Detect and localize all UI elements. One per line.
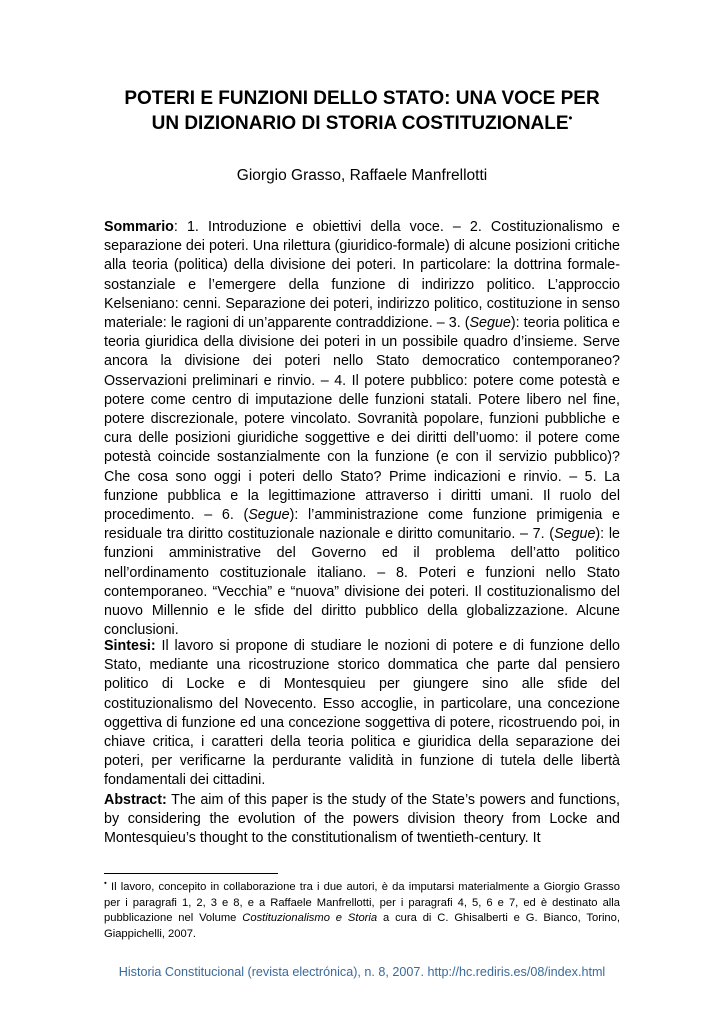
summary-label: Sommario	[104, 219, 174, 235]
summary-segue-1: Segue	[469, 315, 511, 332]
summary-segue-2: Segue	[248, 507, 290, 524]
page-title	[104, 86, 620, 136]
summary-text-1: : 1. Introduzione e obiettivi della voce. – 2. Costituzionalismo e separazione dei poteri. Una rilettura (giuridico-formale) di alcune posizioni critiche alla teoria (politica) della divisione dei poteri. In particolare: la dottrina formale-sostanziale e l’emergere della funzione di indirizzo politico. L’approccio Kelseniano: cenni. Separazione dei poteri, indirizzo politico, costituzione in senso materiale: le ragioni di un’apparente contraddizione. – 3. (	[104, 219, 620, 332]
summary-segue-3: Segue	[554, 526, 596, 543]
footnote-marker: •	[104, 878, 107, 888]
sintesi-label: Sintesi:	[104, 638, 156, 654]
footnote	[104, 880, 620, 942]
footnote-divider	[104, 873, 278, 874]
abstract-paragraph	[104, 791, 620, 849]
footnote-volume-title: Costituzionalismo e Storia	[242, 912, 378, 925]
summary-paragraph	[104, 218, 620, 640]
title-line-1: POTERI E FUNZIONI DELLO STATO: UNA VOCE PER	[124, 88, 600, 109]
footnote-text-2: a cura di C. Ghisalberti e G. Bianco, Torino, Giappichelli, 2007.	[104, 912, 620, 940]
authors: Giorgio Grasso, Raffaele Manfrellotti	[236, 167, 488, 184]
footnote-text-1: Il lavoro, concepito in collaborazione tra i due autori, è da imputarsi materialmente a Giorgio Grasso per i paragrafi 1, 2, 3 e 8, e a Raffaele Manfrellotti, per i paragrafi 4, 5, 6 e 7, ed è destinato alla pubblicazione nel Volume	[104, 881, 620, 925]
abstract-label: Abstract:	[104, 792, 167, 808]
title-note-marker[interactable]: •	[568, 112, 573, 125]
sintesi-text: Il lavoro si propone di studiare le nozioni di potere e di funzione dello Stato, mediante una ricostruzione storico dommatica che parte dal pensiero politico di Locke e di Montesquieu per giungere sino alle sfide del costituzionalismo del Novecento. Esso accoglie, in particolare, una concezione oggettiva di funzione ed una concezione soggettiva di potere, ricostruendo poi, in chiave critica, i caratteri della teoria politica e giuridica della separazione dei poteri, per verificarne la perdurante validità in funzione di tutela delle libertà fondamentali dei cittadini.	[104, 638, 620, 789]
summary-text-2: ): teoria politica e teoria giuridica della divisione dei poteri in un possibile quadro d’insieme. Serve ancora la divisione dei poteri nello Stato democratico contemporaneo? Osservazioni preliminari e rinvio. – 4. Il potere pubblico: potere come potestà e potere come centro di imputazione delle funzioni statali. Potere libero nel fine, potere discrezionale, potere vincolato. Sovranità popolare, funzioni pubbliche e cura delle posizioni giuridiche soggettive e dei diritti dell’uomo: il potere come potestà coincide sostanzialmente con la funzione (e con il servizio pubblico)? Che cosa sono oggi i poteri dello Stato? Prime indicazioni e rinvio. – 5. La funzione pubblica e la legittimazione attraverso i diritti umani. Il ruolo del procedimento. – 6. (	[104, 315, 620, 524]
summary-text-3: ): l’amministrazione come funzione primigenia e residuale tra diritto costituzionale nazionale e diritto comunitario. – 7. (	[104, 507, 620, 543]
abstract-text: The aim of this paper is the study of the State’s powers and functions, by considering the evolution of the powers division theory from Locke and Montesquieu’s thought to the constitutionalism of twentieth-century. It	[104, 792, 620, 847]
page-footer[interactable]: Historia Constitucional (revista electrónica), n. 8, 2007. http://hc.rediris.es/08/index.html	[118, 965, 606, 979]
title-line-2: UN DIZIONARIO DI STORIA COSTITUZIONALE	[151, 113, 569, 134]
summary-text-4: ): le funzioni amministrative del Governo ed il problema dell’atto politico nell’ordinamento costituzionale italiano. – 8. Poteri e funzioni nello Stato contemporaneo. “Vecchia” e “nuova” divisione dei poteri. Il costituzionalismo del nuovo Millennio e le sfide del diritto pubblico della globalizzazione. Alcune conclusioni.	[104, 526, 620, 639]
sintesi-paragraph	[104, 637, 620, 791]
